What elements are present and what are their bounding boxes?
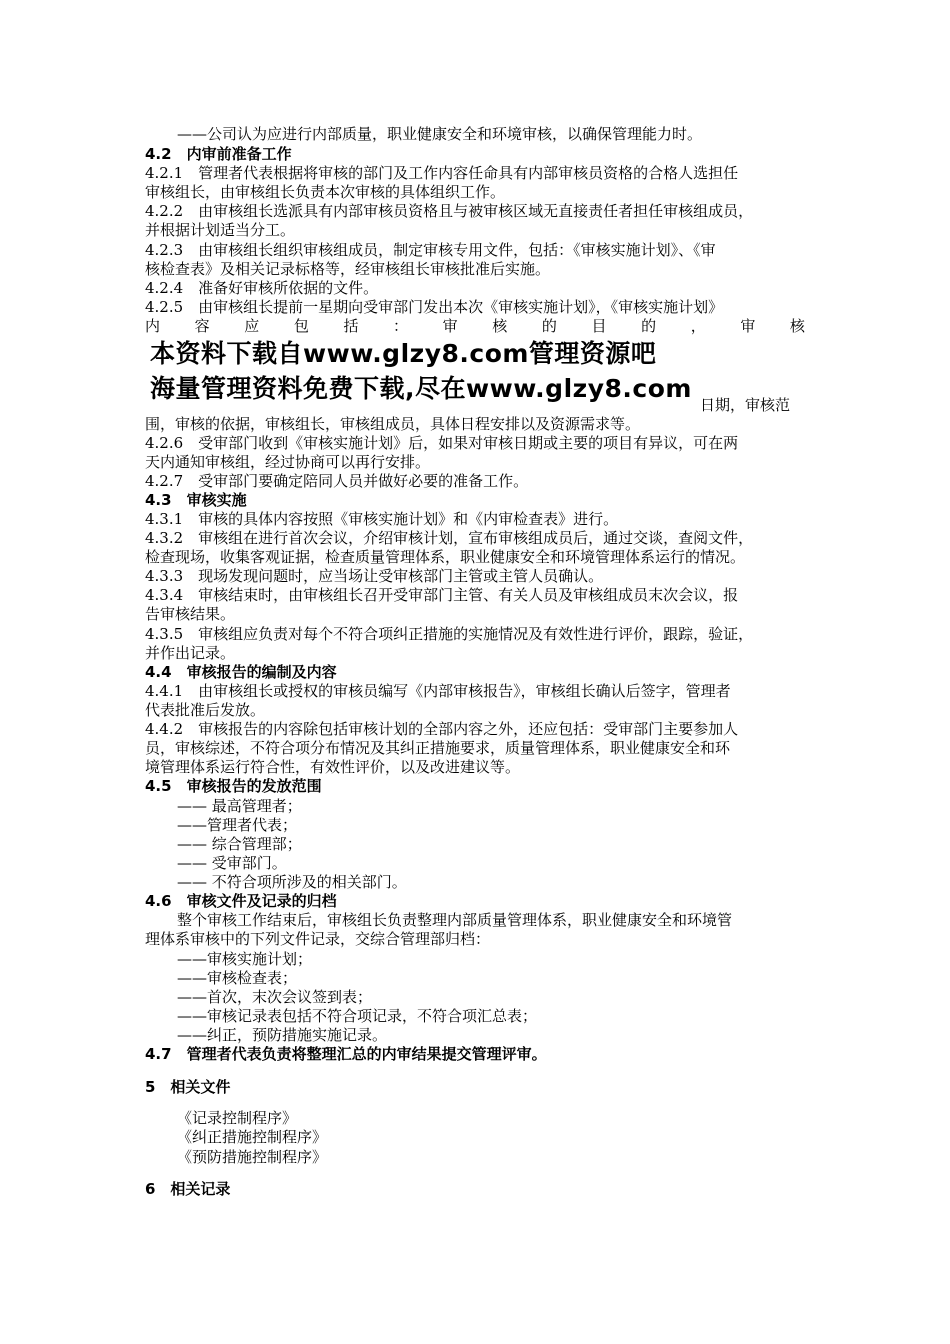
clause-4-2-2: 4.2.2 由审核组长选派具有内部审核员资格且与被审核区域无直接责任者担任审核组成员，	[145, 202, 754, 220]
spread-char: 审	[740, 317, 756, 335]
spread-char: 的	[541, 317, 557, 335]
list-item: —— 受审部门。	[177, 854, 287, 872]
spread-char: 应	[244, 317, 260, 335]
clause-4-2-2-cont: 并根据计划适当分工。	[145, 221, 296, 239]
spread-char: 括	[343, 317, 359, 335]
section-heading-4-2: 4.2 内审前准备工作	[145, 145, 292, 163]
watermark-line-2: 海量管理资料免费下载,尽在www.glzy8.com	[150, 374, 692, 403]
clause-4-4-2: 4.4.2 审核报告的内容除包括审核计划的全部内容之外，还应包括：受审部门主要参加人	[145, 720, 739, 738]
spread-char: 内	[145, 317, 161, 335]
section-heading-4-5: 4.5 审核报告的发放范围	[145, 777, 322, 795]
clause-4-3-4-cont: 告审核结果。	[145, 605, 236, 623]
section-heading-4-6: 4.6 审核文件及记录的归档	[145, 892, 337, 910]
spread-char: 容	[194, 317, 210, 335]
list-item: —— 最高管理者；	[177, 797, 302, 815]
list-item: —— 不符合项所涉及的相关部门。	[177, 873, 407, 891]
clause-4-2-6: 4.2.6 受审部门收到《审核实施计划》后，如果对审核日期或主要的项目有异议，可在两	[145, 434, 739, 452]
clause-4-2-3-cont: 核检查表》及相关记录标格等，经审核组长审核批准后实施。	[145, 260, 551, 278]
list-item: ——纠正，预防措施实施记录。	[177, 1026, 388, 1044]
section-heading-4-7: 4.7 管理者代表负责将整理汇总的内审结果提交管理评审。	[145, 1045, 547, 1063]
watermark-line-1: 本资料下载自www.glzy8.com管理资源吧	[150, 339, 657, 368]
section-heading-6: 6 相关记录	[145, 1180, 231, 1198]
list-item: ——审核记录表包括不符合项记录，不符合项汇总表；	[177, 1007, 538, 1025]
reference-document: 《纠正措施控制程序》	[177, 1128, 328, 1146]
clause-4-2-7: 4.2.7 受审部门要确定陪同人员并做好必要的准备工作。	[145, 472, 529, 490]
clause-4-2-1: 4.2.1 管理者代表根据将审核的部门及工作内容任命具有内部审核员资格的合格人选担任	[145, 164, 739, 182]
section-heading-5: 5 相关文件	[145, 1078, 231, 1096]
clause-4-3-5: 4.3.5 审核组应负责对每个不符合项纠正措施的实施情况及有效性进行评价，跟踪，验证，	[145, 625, 754, 643]
section-heading-4-3: 4.3 审核实施	[145, 491, 247, 509]
spread-char: 目	[591, 317, 607, 335]
clause-4-4-2-cont: 员，审核综述，不符合项分布情况及其纠正措施要求，质量管理体系，职业健康安全和环	[145, 739, 731, 757]
clause-4-6: 整个审核工作结束后，审核组长负责整理内部质量管理体系，职业健康安全和环境管	[177, 911, 733, 929]
spread-char: ：	[393, 317, 409, 335]
clause-4-2-3: 4.2.3 由审核组长组织审核组成员，制定审核专用文件，包括：《审核实施计划》、《审	[145, 241, 716, 259]
clause-4-6-cont: 理体系审核中的下列文件记录，交综合管理部归档：	[145, 930, 491, 948]
clause-4-4-1: 4.4.1 由审核组长或授权的审核员编写《内部审核报告》，审核组长确认后签字，管理者	[145, 682, 731, 700]
clause-4-2-5-spread	[145, 317, 805, 336]
clause-4-2-1-cont: 审核组长，由审核组长负责本次审核的具体组织工作。	[145, 183, 506, 201]
list-item: ——管理者代表；	[177, 816, 298, 834]
spread-char: 包	[293, 317, 309, 335]
clause-4-2-5-cont: 围，审核的依据，审核组长，审核组成员，具体日程安排以及资源需求等。	[145, 415, 641, 433]
clause-4-2-5-tail: 日期，审核范	[700, 396, 791, 414]
clause-4-3-5-cont: 并作出记录。	[145, 644, 236, 662]
spread-char: 审	[442, 317, 458, 335]
clause-4-3-3: 4.3.3 现场发现问题时，应当场让受审核部门主管或主管人员确认。	[145, 567, 604, 585]
clause-4-2-5: 4.2.5 由审核组长提前一星期向受审部门发出本次《审核实施计划》，《审核实施计划》	[145, 298, 724, 316]
list-item: ——审核检查表；	[177, 969, 298, 987]
clause-4-4-2-cont: 境管理体系运行符合性，有效性评价，以及改进建议等。	[145, 758, 521, 776]
list-item: ——首次，末次会议签到表；	[177, 988, 373, 1006]
clause-4-3-4: 4.3.4 审核结束时，由审核组长召开受审部门主管、有关人员及审核组成员末次会议，报	[145, 586, 739, 604]
reference-document: 《预防措施控制程序》	[177, 1148, 328, 1166]
spread-char: 的	[641, 317, 657, 335]
clause-4-4-1-cont: 代表批准后发放。	[145, 701, 266, 719]
clause-4-2-4: 4.2.4 准备好审核所依据的文件。	[145, 279, 379, 297]
spread-char: 核	[492, 317, 508, 335]
clause-4-3-2-cont: 检查现场，收集客观证据，检查质量管理体系，职业健康安全和环境管理体系运行的情况。	[145, 548, 746, 566]
text-line: ——公司认为应进行内部质量，职业健康安全和环境审核，以确保管理能力时。	[177, 125, 703, 143]
section-heading-4-4: 4.4 审核报告的编制及内容	[145, 663, 337, 681]
list-item: —— 综合管理部；	[177, 835, 302, 853]
list-item: ——审核实施计划；	[177, 950, 313, 968]
spread-char: ，	[690, 317, 706, 335]
reference-document: 《记录控制程序》	[177, 1109, 298, 1127]
clause-4-3-2: 4.3.2 审核组在进行首次会议，介绍审核计划，宣布审核组成员后，通过交谈，查阅文件，	[145, 529, 754, 547]
clause-4-3-1: 4.3.1 审核的具体内容按照《审核实施计划》和《内审检查表》进行。	[145, 510, 619, 528]
spread-char: 核	[789, 317, 805, 335]
clause-4-2-6-cont: 天内通知审核组，经过协商可以再行安排。	[145, 453, 431, 471]
